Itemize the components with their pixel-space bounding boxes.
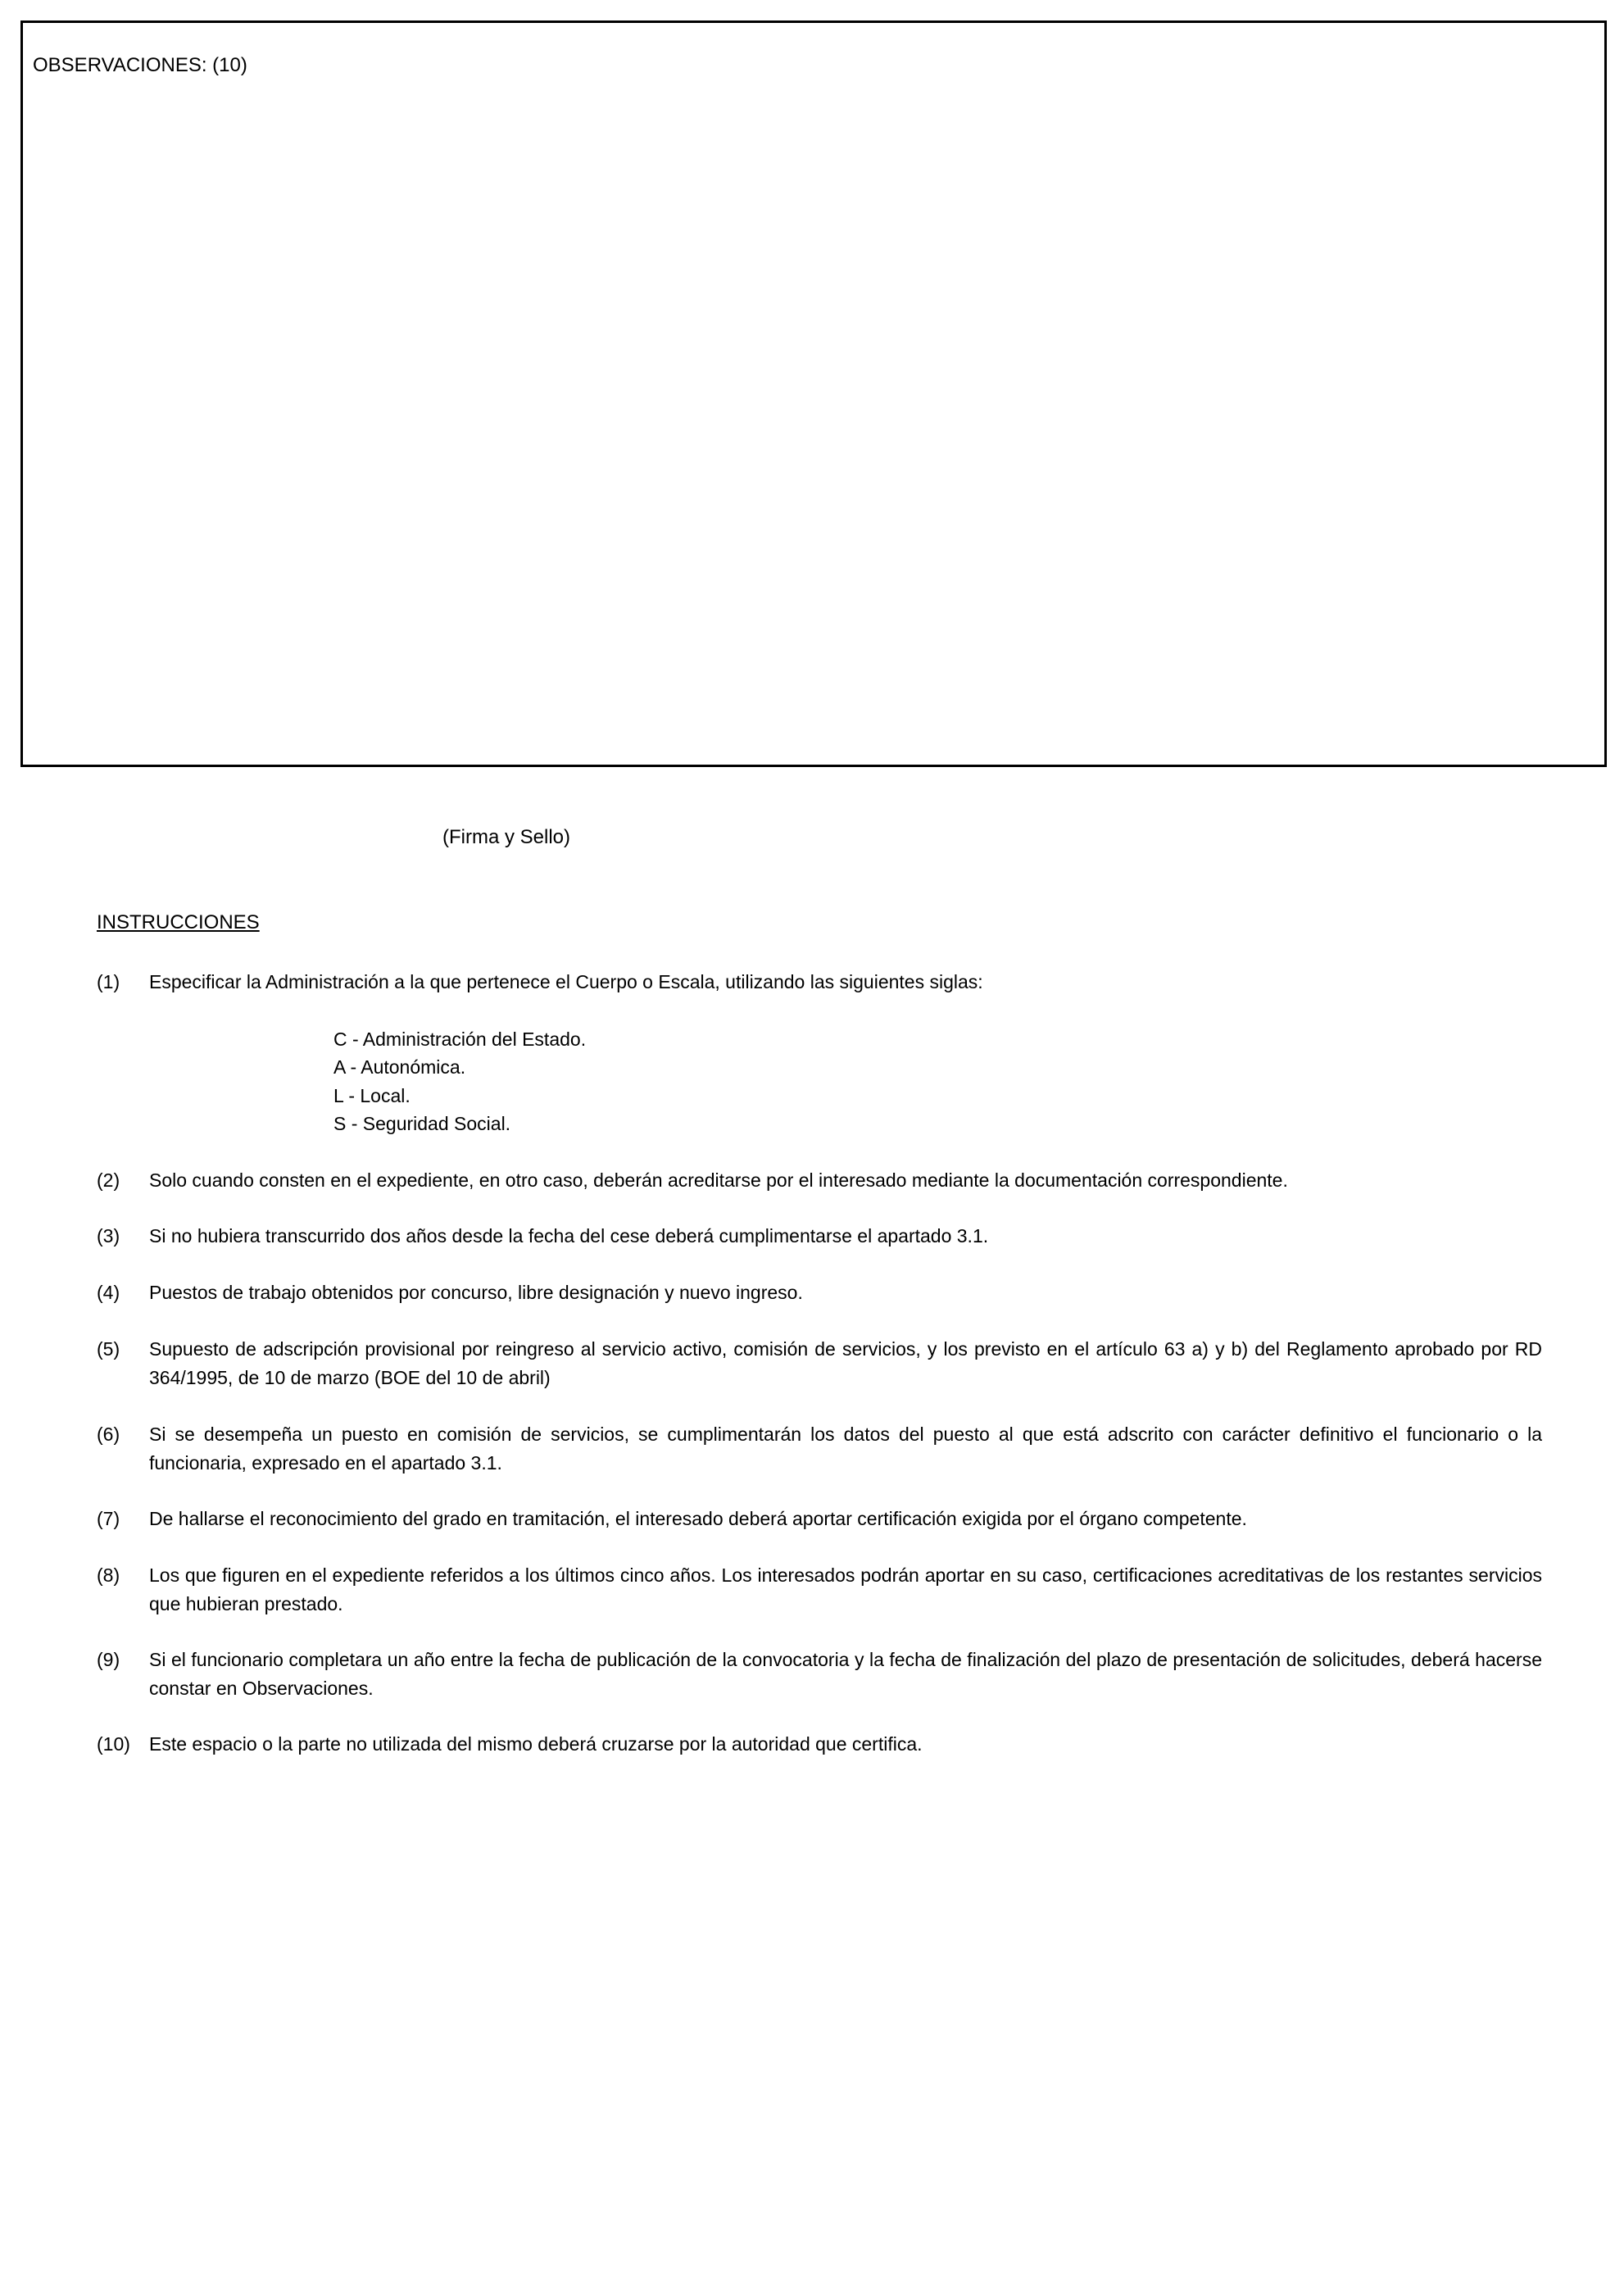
item-number: (1) (97, 971, 120, 992)
item-number: (2) (97, 1169, 120, 1191)
item-text: Si no hubiera transcurrido dos años desde la fecha del cese deberá cumplimentarse el apartado 3.1. (149, 1225, 989, 1246)
item-text: Puestos de trabajo obtenidos por concurso, libre designación y nuevo ingreso. (149, 1282, 803, 1303)
item-number: (4) (97, 1282, 120, 1303)
instruction-item (97, 1561, 1542, 1618)
instruction-item (97, 968, 1542, 997)
instruction-item (97, 1278, 1542, 1307)
item-number: (10) (97, 1733, 130, 1755)
item-number: (7) (97, 1508, 120, 1529)
instruction-item (97, 1166, 1542, 1195)
instruction-item (97, 1335, 1542, 1392)
item-text: Si se desempeña un puesto en comisión de servicios, se cumplimentarán los datos del puesto al que está adscrito con carácter definitivo el funcionario o la funcionaria, expresado en el apartado 3.1. (149, 1424, 1542, 1474)
instruction-item (97, 1222, 1542, 1251)
item-number: (3) (97, 1225, 120, 1246)
instruction-item (97, 1730, 1542, 1759)
item-text: De hallarse el reconocimiento del grado en tramitación, el interesado deberá aportar certificación exigida por el órgano competente. (149, 1508, 1247, 1529)
item-text: Solo cuando consten en el expediente, en otro caso, deberán acreditarse por el interesado mediante la documentación correspondiente. (149, 1169, 1288, 1191)
item-text: Los que figuren en el expediente referidos a los últimos cinco años. Los interesados podrán aportar en su caso, certificaciones acreditativas de los restantes servicios que hubieran prestado. (149, 1564, 1542, 1614)
item-number: (5) (97, 1338, 120, 1360)
instrucciones-title: INSTRUCCIONES (97, 911, 260, 933)
instruction-item (97, 1420, 1542, 1477)
sigla-item: A - Autonómica. (333, 1056, 466, 1078)
observaciones-label: OBSERVACIONES: (10) (33, 54, 247, 76)
instruction-item (97, 1646, 1542, 1702)
item-number: (9) (97, 1649, 120, 1670)
sigla-item: L - Local. (333, 1085, 411, 1106)
item-number: (6) (97, 1424, 120, 1445)
instruction-item (97, 1505, 1542, 1533)
sigla-item: C - Administración del Estado. (333, 1029, 587, 1050)
item-text: Si el funcionario completara un año entre la fecha de publicación de la convocatoria y la fecha de finalización del plazo de presentación de solicitudes, deberá hacerse constar en Observaciones. (149, 1649, 1542, 1699)
item-text: Especificar la Administración a la que pertenece el Cuerpo o Escala, utilizando las siguientes siglas: (149, 971, 983, 992)
firma-label: (Firma y Sello) (442, 826, 571, 848)
item-text: Este espacio o la parte no utilizada del mismo deberá cruzarse por la autoridad que certifica. (149, 1733, 923, 1755)
item-number: (8) (97, 1564, 120, 1586)
item-text: Supuesto de adscripción provisional por reingreso al servicio activo, comisión de servicios, y los previsto en el artículo 63 a) y b) del Reglamento aprobado por RD 364/1995, de 10 de marzo (BOE del 10 de abril) (149, 1338, 1542, 1388)
observaciones-box (20, 20, 1607, 767)
sigla-item: S - Seguridad Social. (333, 1113, 511, 1134)
